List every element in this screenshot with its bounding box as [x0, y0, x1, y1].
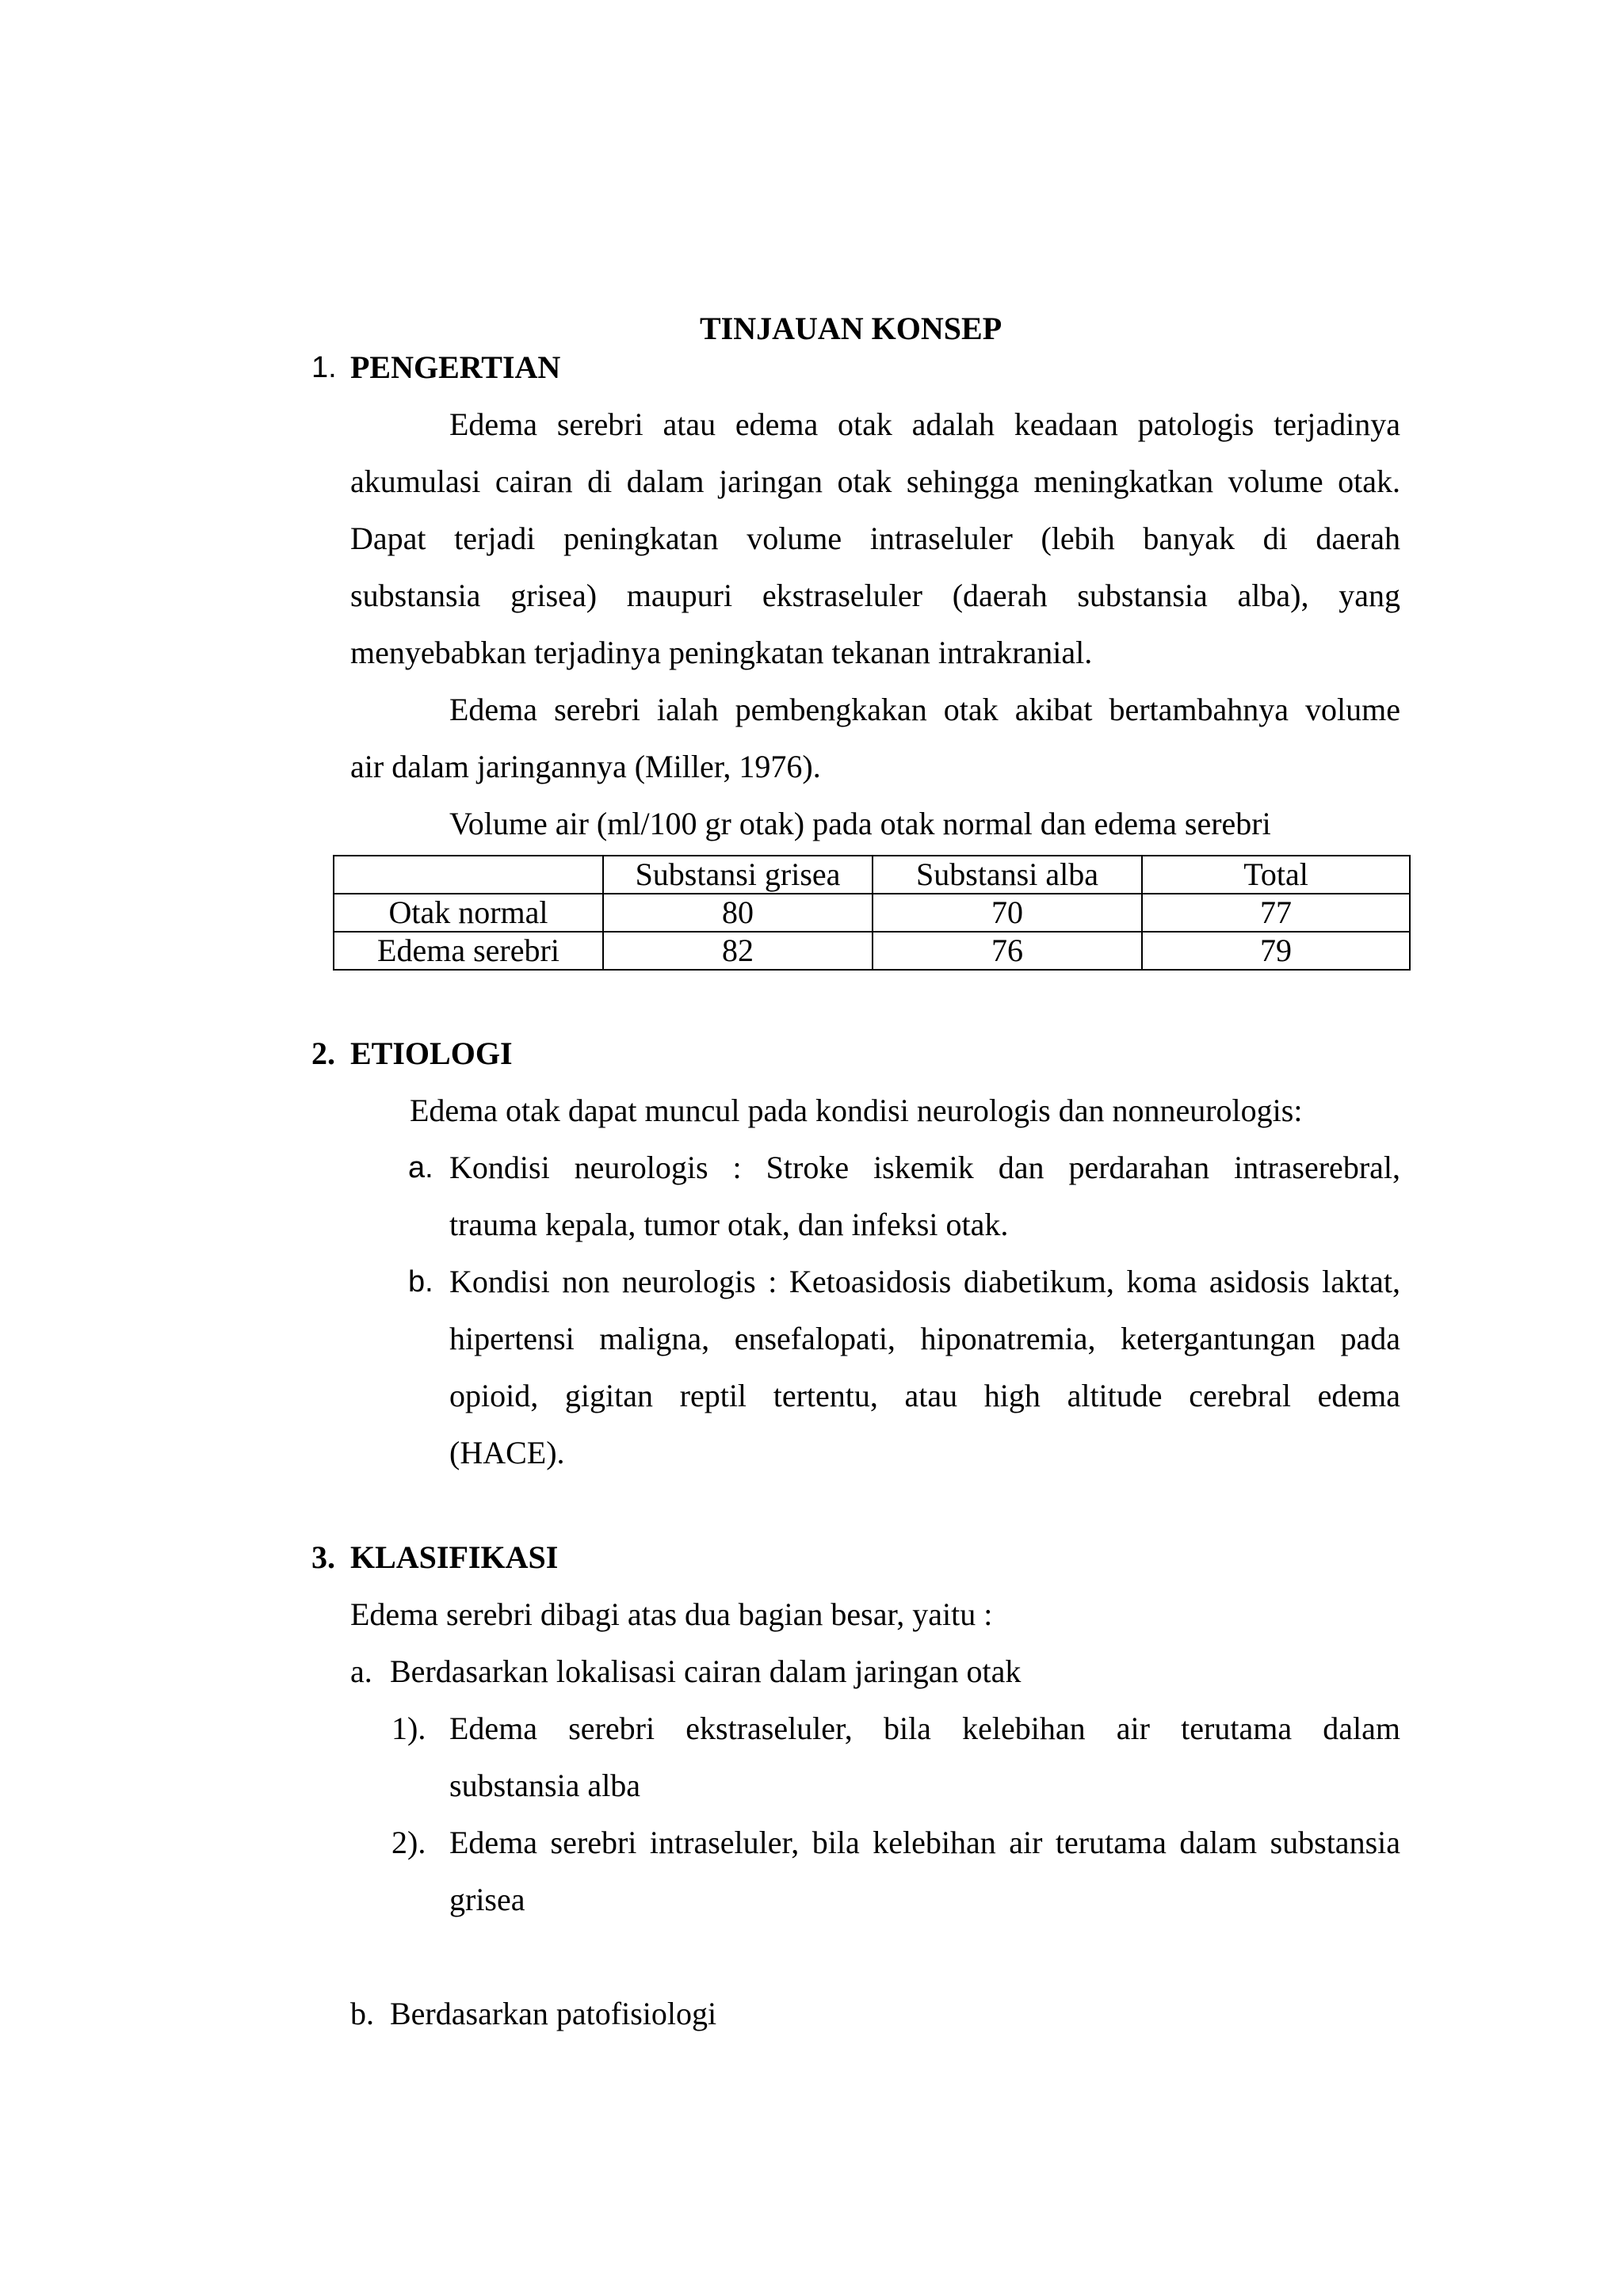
table-caption: Volume air (ml/100 gr otak) pada otak normal dan edema serebri [449, 806, 1271, 841]
table-header-row [334, 856, 1410, 894]
section-1-number: 1. [311, 351, 337, 384]
list-item-line: Edema serebri intraseluler, bila kelebihan air terutama dalam substansia [449, 1825, 1400, 1860]
list-item-line: opioid, gigitan reptil tertentu, atau high altitude cerebral edema [449, 1378, 1400, 1413]
sub-heading: Berdasarkan lokalisasi cairan dalam jaringan otak [390, 1653, 1022, 1689]
sub-heading: Berdasarkan patofisiologi [390, 1996, 717, 2031]
page-title: TINJAUAN KONSEP [700, 311, 1002, 346]
list-marker: a. [350, 1653, 372, 1689]
volume-table [333, 855, 1411, 971]
table-row [334, 932, 1410, 970]
paragraph-line: akumulasi cairan di dalam jaringan otak sehingga meningkatkan volume otak. [350, 463, 1400, 499]
table-cell: 76 [873, 932, 1142, 970]
table-cell: Edema serebri [334, 932, 603, 970]
list-item-line: hipertensi maligna, ensefalopati, hiponatremia, ketergantungan pada [449, 1321, 1400, 1356]
list-marker: a. [408, 1151, 433, 1184]
list-marker: b. [350, 1996, 374, 2031]
section-2-number: 2. [311, 1035, 335, 1071]
table-cell: 77 [1142, 894, 1410, 932]
section-3-number: 3. [311, 1539, 335, 1575]
table-cell: 82 [603, 932, 873, 970]
list-marker: 1). [391, 1711, 426, 1746]
table-row [334, 894, 1410, 932]
table-cell: Otak normal [334, 894, 603, 932]
paragraph-line: Edema serebri atau edema otak adalah keadaan patologis terjadinya [449, 406, 1400, 442]
list-item-line: Kondisi non neurologis : Ketoasidosis diabetikum, koma asidosis laktat, [449, 1264, 1400, 1299]
paragraph-line: substansia grisea) maupuri ekstraseluler (daerah substansia alba), yang [350, 578, 1400, 613]
paragraph-line: Edema serebri ialah pembengkakan otak akibat bertambahnya volume [449, 692, 1400, 727]
list-item-line: (HACE). [449, 1435, 565, 1470]
list-item-line: trauma kepala, tumor otak, dan infeksi otak. [449, 1207, 1009, 1242]
paragraph-line: menyebabkan terjadinya peningkatan tekanan intrakranial. [350, 635, 1093, 670]
table-header-cell: Substansi grisea [603, 856, 873, 894]
table-cell: 79 [1142, 932, 1410, 970]
list-item-line: substansia alba [449, 1768, 641, 1803]
paragraph-line: Dapat terjadi peningkatan volume intraseluler (lebih banyak di daerah [350, 521, 1400, 556]
table-cell: 80 [603, 894, 873, 932]
section-2-intro: Edema otak dapat muncul pada kondisi neurologis dan nonneurologis: [410, 1093, 1303, 1128]
section-1-heading: PENGERTIAN [350, 349, 561, 385]
list-item-line: Kondisi neurologis : Stroke iskemik dan perdarahan intraserebral, [449, 1150, 1400, 1185]
list-item-line: grisea [449, 1882, 525, 1917]
table-header-cell: Substansi alba [873, 856, 1142, 894]
table-header-cell: Total [1142, 856, 1410, 894]
section-3-heading: KLASIFIKASI [350, 1539, 559, 1575]
table-header-cell [334, 856, 603, 894]
list-marker: 2). [391, 1825, 426, 1860]
section-2-heading: ETIOLOGI [350, 1035, 513, 1071]
list-item-line: Edema serebri ekstraseluler, bila kelebihan air terutama dalam [449, 1711, 1400, 1746]
list-marker: b. [408, 1265, 433, 1299]
paragraph-line: air dalam jaringannya (Miller, 1976). [350, 749, 821, 784]
section-3-intro: Edema serebri dibagi atas dua bagian besar, yaitu : [350, 1596, 993, 1632]
table-cell: 70 [873, 894, 1142, 932]
